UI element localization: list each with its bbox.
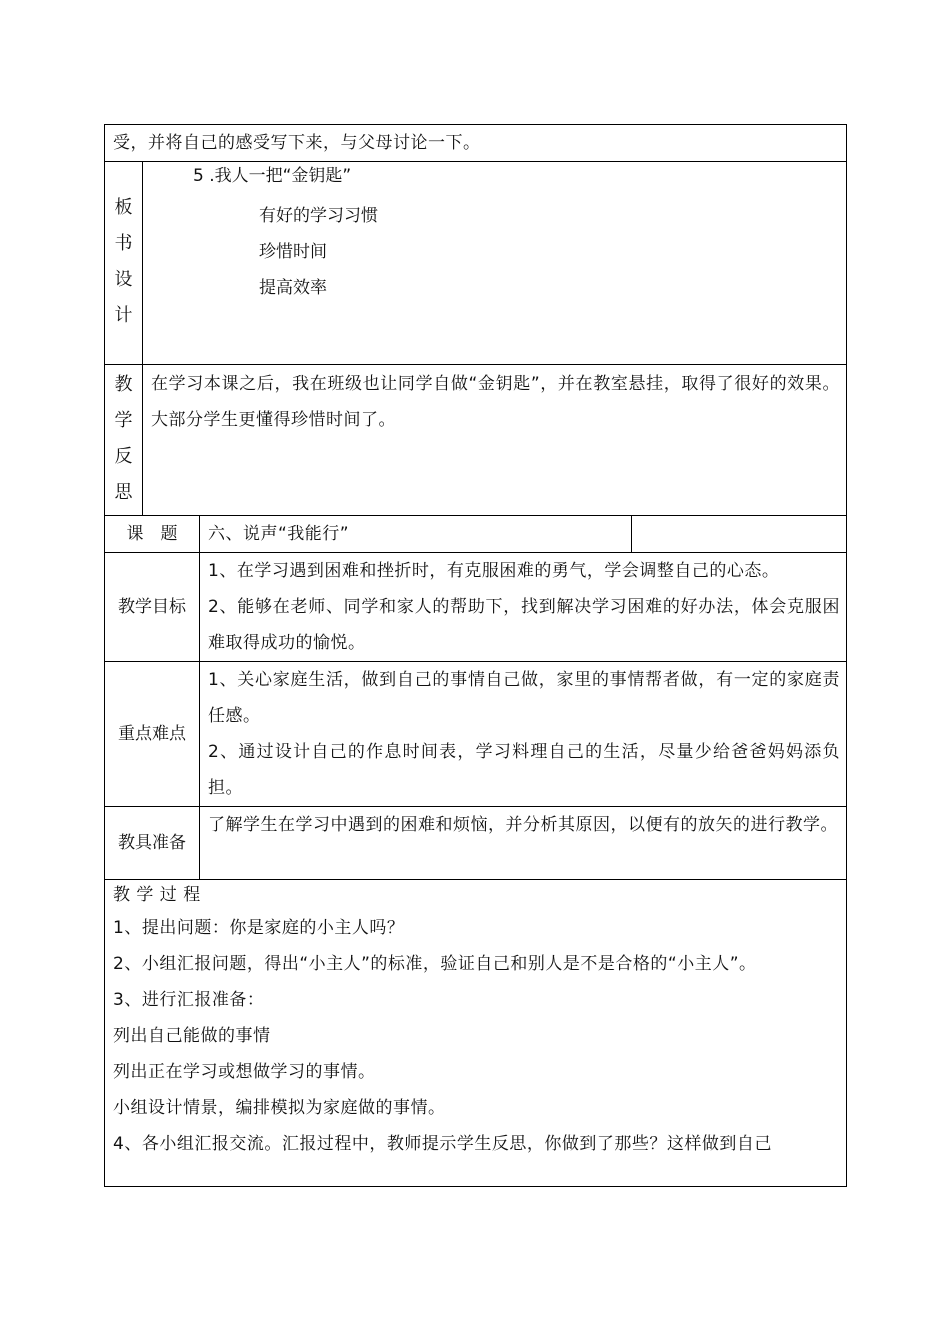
board-design-title: 5 .我人一把“金钥匙” [193, 166, 352, 186]
process-content [105, 880, 847, 1187]
goals-row [105, 553, 847, 662]
board-design-item: 有好的学习习惯 [259, 206, 378, 226]
process-line: 3、进行汇报准备： [113, 990, 265, 1010]
materials-row [105, 807, 847, 880]
reflection-text: 在学习本课之后，我在班级也让同学自做“金钥匙”，并在教室悬挂，取得了很好的效果。大部分学生更懂得珍惜时间了。 [151, 374, 840, 430]
key-point-line: 2、通过设计自己的作息时间表，学习料理自己的生活，尽量少给爸爸妈妈添负担。 [208, 742, 840, 798]
process-line: 1、提出问题：你是家庭的小主人吗？ [113, 918, 405, 938]
continuation-row [105, 125, 847, 162]
reflection-label-cell [105, 365, 143, 516]
board-design-label: 板 书 设 计 [114, 197, 133, 326]
process-line: 2、小组汇报问题，得出“小主人”的标准，验证自己和别人是不是合格的“小主人”。 [113, 954, 757, 974]
materials-label: 教具准备 [105, 807, 200, 880]
topic-label: 课 题 [105, 516, 200, 553]
materials-text: 了解学生在学习中遇到的困难和烦恼，并分析其原因，以便有的放矢的进行教学。 [208, 815, 838, 835]
key-points-row [105, 662, 847, 807]
process-heading: 教 学 过 程 [113, 885, 201, 905]
reflection-content [143, 365, 847, 516]
board-design-item: 珍惜时间 [259, 242, 327, 262]
goals-content [200, 553, 847, 662]
process-line: 4、各小组汇报交流。汇报过程中，教师提示学生反思，你做到了那些？这样做到自己 [113, 1134, 772, 1154]
topic-row [105, 516, 847, 553]
board-design-item: 提高效率 [259, 278, 327, 298]
process-line: 列出自己能做的事情 [113, 1026, 271, 1046]
materials-content [200, 807, 847, 880]
process-row [105, 880, 847, 1187]
topic-empty-cell [632, 516, 847, 553]
topic-value: 六、说声“我能行” [208, 524, 350, 544]
goal-line: 1、在学习遇到困难和挫折时，有克服困难的勇气，学会调整自己的心态。 [208, 561, 780, 581]
key-points-content [200, 662, 847, 807]
reflection-row [105, 365, 847, 516]
key-points-label: 重点难点 [105, 662, 200, 807]
goals-label: 教学目标 [105, 553, 200, 662]
board-design-row [105, 162, 847, 365]
lesson-plan-table [104, 124, 847, 1187]
board-design-content [143, 162, 847, 365]
process-line: 列出正在学习或想做学习的事情。 [113, 1062, 376, 1082]
continuation-text: 受，并将自己的感受写下来，与父母讨论一下。 [113, 133, 481, 153]
key-point-line: 1、关心家庭生活，做到自己的事情自己做，家里的事情帮者做，有一定的家庭责任感。 [208, 670, 840, 726]
topic-value-cell [200, 516, 632, 553]
board-design-label-cell [105, 162, 143, 365]
process-line: 小组设计情景，编排模拟为家庭做的事情。 [113, 1098, 446, 1118]
reflection-label: 教 学 反 思 [114, 374, 133, 503]
goal-line: 2、能够在老师、同学和家人的帮助下，找到解决学习困难的好办法，体会克服困难取得成功的愉悦。 [208, 597, 840, 653]
